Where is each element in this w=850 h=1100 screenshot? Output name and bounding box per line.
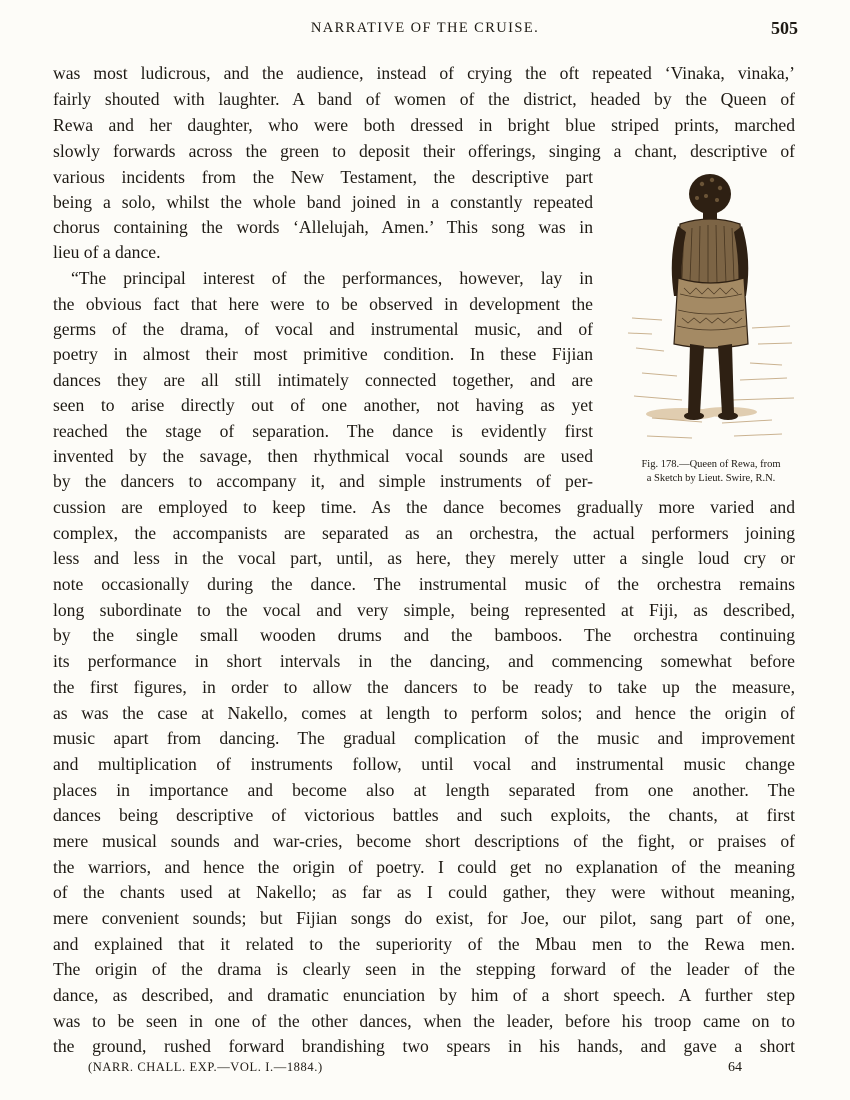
text-line: The origin of the drama is clearly seen in the stepping forward of the leader of the: [53, 959, 795, 979]
page-header: [0, 20, 850, 44]
text-line: dances being descriptive of victorious battles and such exploits, the chants, at first: [53, 805, 795, 825]
page-footer: [0, 1060, 850, 1080]
text-line: and explained that it related to the superiority of the Mbau men to the Rewa men.: [53, 934, 795, 954]
text-line: by the dancers to accompany it, and simple instruments of per-: [53, 471, 593, 491]
text-line: less and less in the vocal part, until, as here, they merely utter a single loud cry or: [53, 548, 795, 568]
text-line: mere musical sounds and war-cries, become short descriptions of the fight, or praises of: [53, 831, 795, 851]
text-line: of the chants used at Nakello; as far as I could gather, they were without meaning,: [53, 882, 795, 902]
text-line: complex, the accompanists are separated as an orchestra, the actual performers joining: [53, 523, 795, 543]
text-line: fairly shouted with laughter. A band of women of the district, headed by the Queen of: [53, 89, 795, 109]
queen-of-rewa-illustration: [622, 168, 800, 453]
text-line: the obvious fact that here were to be observed in development the: [53, 294, 593, 314]
text-line: mere convenient sounds; but Fijian songs do exist, for Joe, our pilot, sang part of one,: [53, 908, 795, 928]
text-line: its performance in short intervals in the dancing, and commencing somewhat before: [53, 651, 795, 671]
figure-caption-line: Fig. 178.—Queen of Rewa, from: [641, 459, 781, 470]
text-line: music apart from dancing. The gradual complication of the music and improvement: [53, 728, 795, 748]
text-line: being a solo, whilst the whole band joined in a constantly repeated: [53, 192, 593, 212]
text-line: chorus containing the words ‘Allelujah, Amen.’ This song was in: [53, 217, 593, 237]
text-line: germs of the drama, of vocal and instrumental music, and of: [53, 319, 593, 339]
footer-imprint: (NARR. CHALL. EXP.—VOL. I.—1884.): [88, 1060, 323, 1074]
text-line: the first figures, in order to allow the dancers to be ready to take up the measure,: [53, 677, 795, 697]
text-line: lieu of a dance.: [53, 242, 161, 262]
text-line: various incidents from the New Testament, the descriptive part: [53, 167, 593, 187]
text-line: places in importance and become also at length separated from one another. The: [53, 780, 795, 800]
text-line: reached the stage of separation. The dance is evidently first: [53, 421, 593, 441]
text-line: dance, as described, and dramatic enunciation by him of a short speech. A further step: [53, 985, 795, 1005]
figure-caption: [622, 458, 800, 486]
figure-queen-of-rewa: [622, 168, 800, 498]
text-line: invented by the savage, then rhythmical vocal sounds are used: [53, 446, 593, 466]
text-line: cussion are employed to keep time. As the dance becomes gradually more varied and: [53, 497, 795, 517]
text-line: long subordinate to the vocal and very simple, being represented at Fiji, as described,: [53, 600, 795, 620]
text-line: was most ludicrous, and the audience, instead of crying the oft repeated ‘Vinaka, vinaka,’: [53, 63, 795, 83]
page-number: 505: [771, 18, 798, 38]
text-line: dances they are all still intimately connected together, and are: [53, 370, 593, 390]
text-line: seen to arise directly out of one another, not having as yet: [53, 395, 593, 415]
running-title: NARRATIVE OF THE CRUISE.: [310, 20, 540, 36]
text-line: was to be seen in one of the other dances, when the leader, before his troop came on to: [53, 1011, 795, 1031]
figure-caption-line: a Sketch by Lieut. Swire, R.N.: [646, 473, 776, 484]
text-line: the warriors, and hence the origin of poetry. I could get no explanation of the meaning: [53, 857, 795, 877]
text-line: Rewa and her daughter, who were both dressed in bright blue striped prints, marched: [53, 115, 795, 135]
text-line: and multiplication of instruments follow, until vocal and instrumental music change: [53, 754, 795, 774]
text-line: “The principal interest of the performances, however, lay in: [71, 268, 593, 288]
text-line: note occasionally during the dance. The instrumental music of the orchestra remains: [53, 574, 795, 594]
text-line: by the single small wooden drums and the bamboos. The orchestra continuing: [53, 625, 795, 645]
text-line: the ground, rushed forward brandishing two spears in his hands, and gave a short: [53, 1036, 795, 1056]
signature-mark: 64: [728, 1060, 742, 1075]
text-line: slowly forwards across the green to deposit their offerings, singing a chant, descriptive of: [53, 141, 795, 161]
text-line: poetry in almost their most primitive condition. In these Fijian: [53, 344, 593, 364]
text-line: as was the case at Nakello, comes at length to perform solos; and hence the origin of: [53, 703, 795, 723]
